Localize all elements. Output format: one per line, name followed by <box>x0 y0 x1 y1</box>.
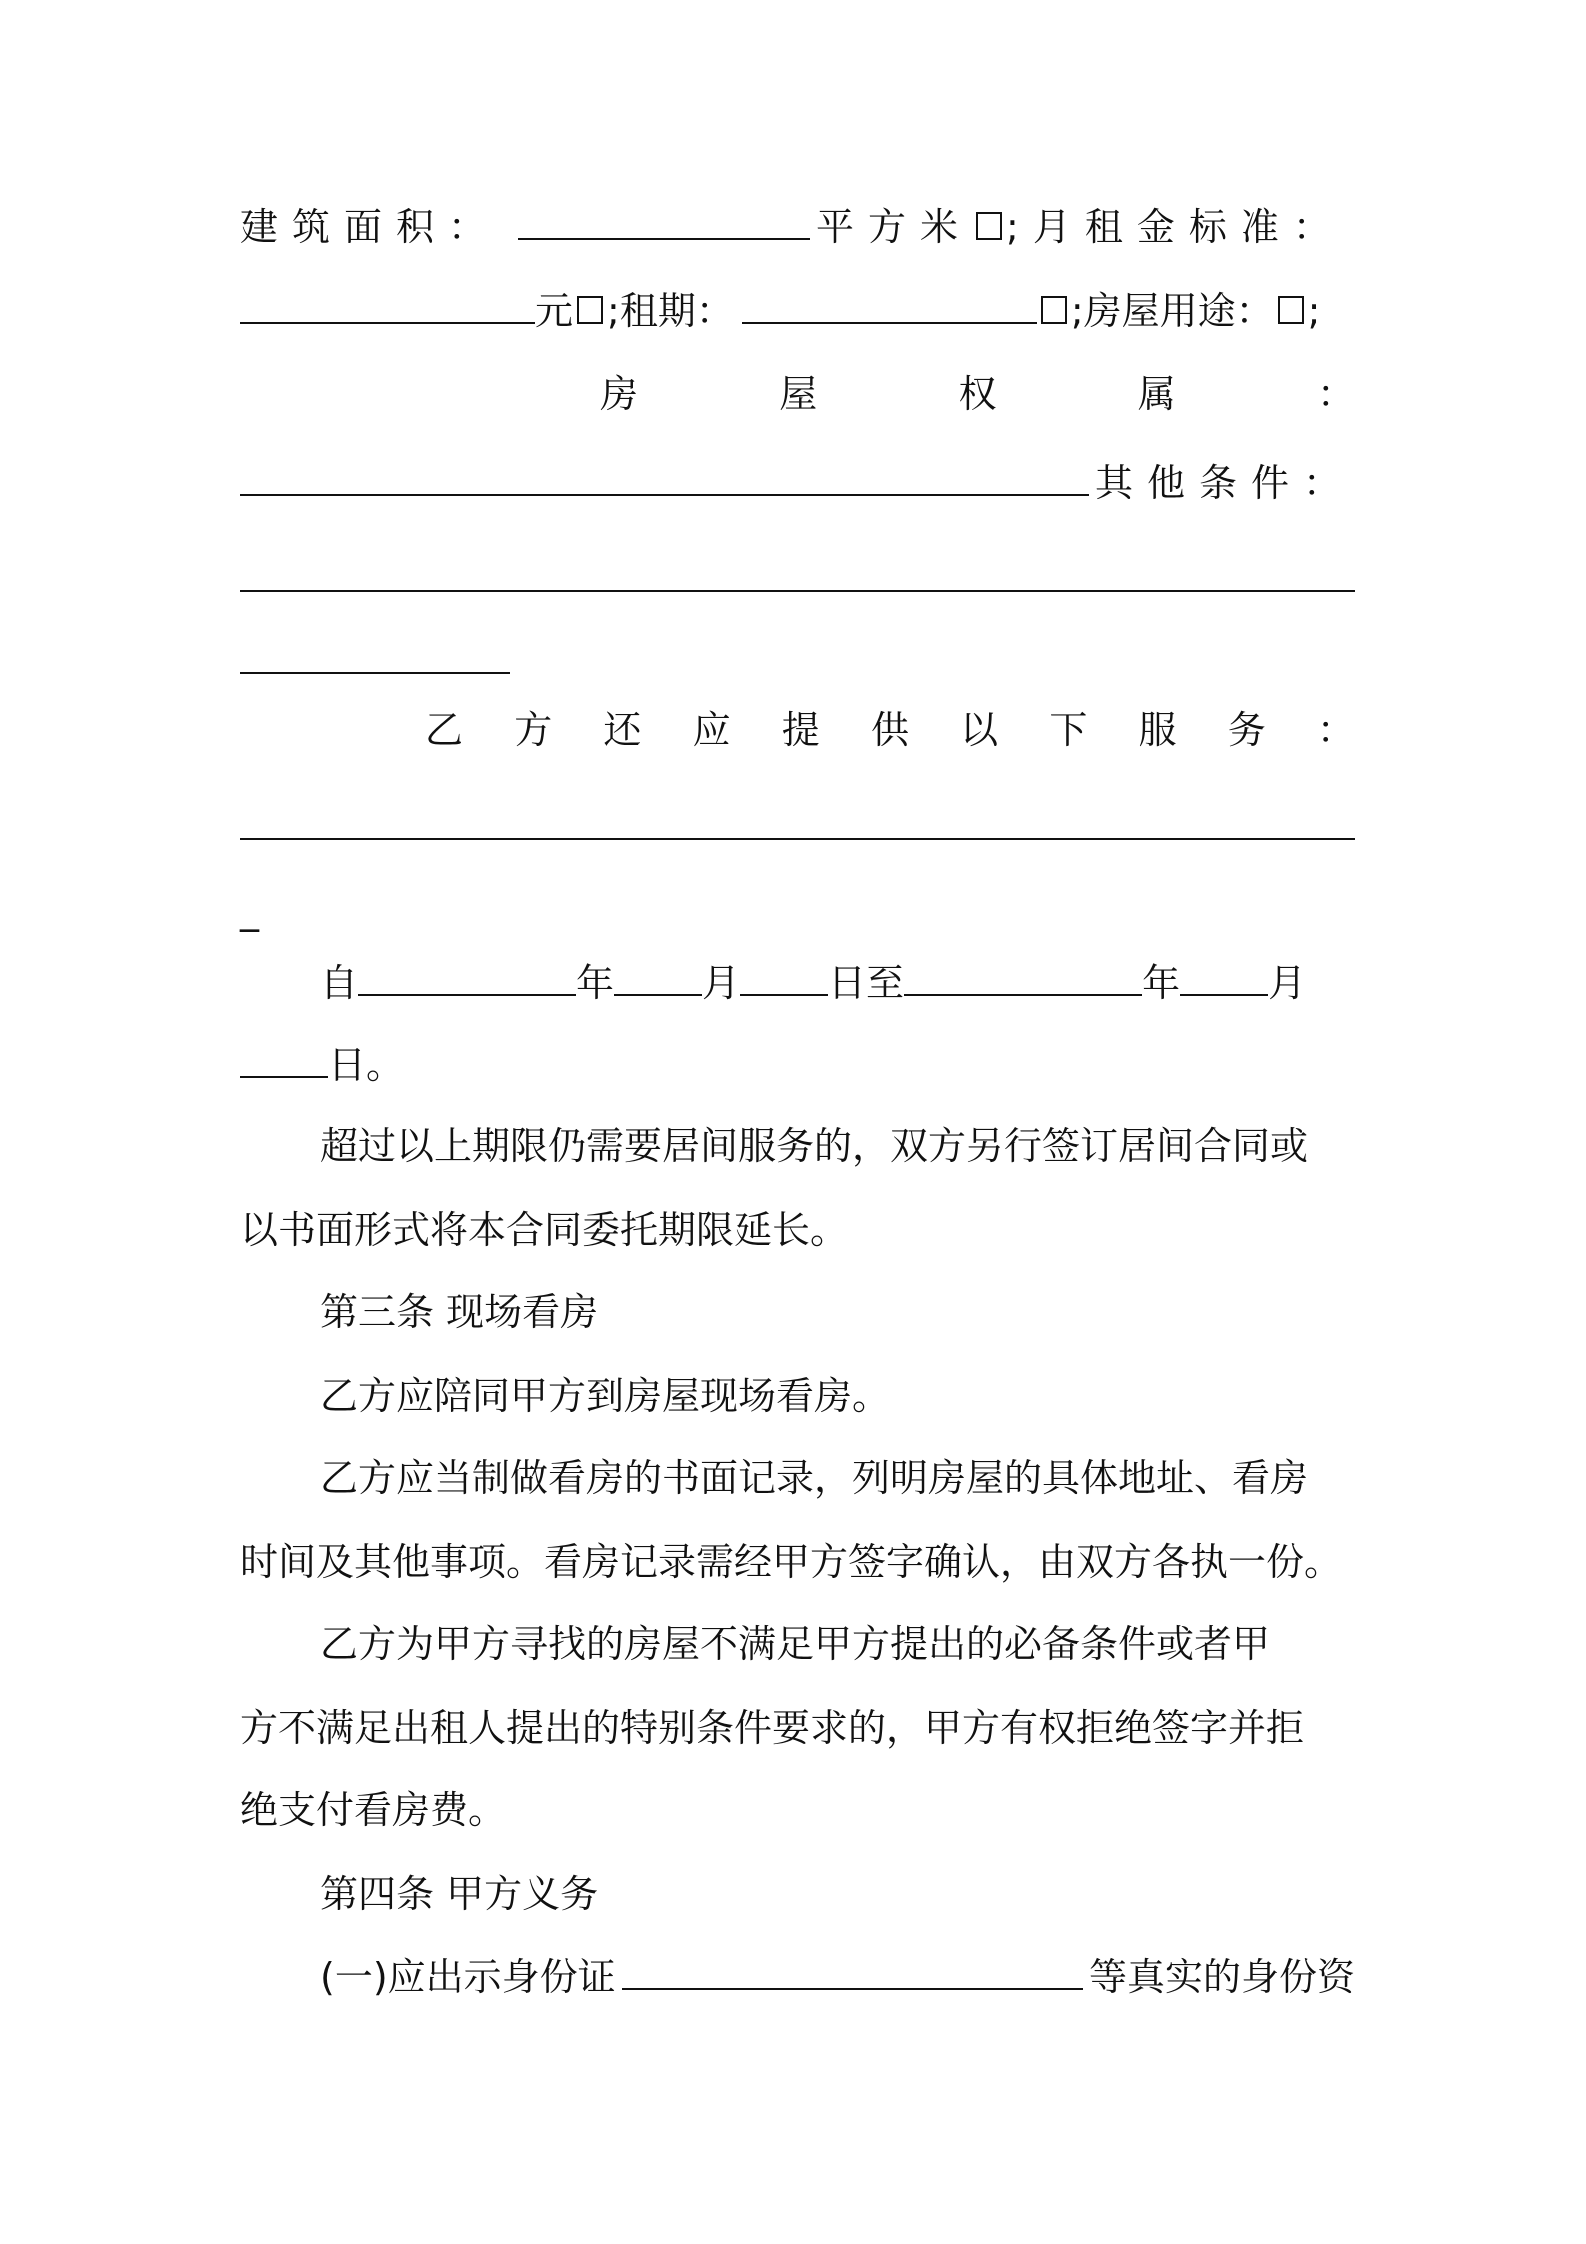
services-char: 以 <box>960 708 999 752</box>
services-line <box>240 700 1355 760</box>
services-char: 提 <box>781 708 820 752</box>
period-start-month-blank[interactable] <box>614 952 702 996</box>
period-day-to-label: 日至 <box>828 961 905 1005</box>
article3-p1: 乙方应陪同甲方到房屋现场看房。 <box>320 1374 891 1418</box>
ownership-char: 屋 <box>779 372 818 416</box>
ownership-blank[interactable] <box>240 452 1089 496</box>
services-char: 务 <box>1227 708 1266 752</box>
services-char: 应 <box>692 708 731 752</box>
rent-checkbox[interactable] <box>577 296 603 324</box>
line2-end: ; <box>1307 289 1321 333</box>
period-end-month-blank[interactable] <box>1180 952 1268 996</box>
services-blank-line <box>240 796 1355 856</box>
other-conditions-blank[interactable] <box>240 548 1355 592</box>
lease-label: ;租期： <box>607 289 734 333</box>
article4-item1-suffix: 等真实的身份资 <box>1088 1955 1355 1999</box>
services-char: 供 <box>870 708 909 752</box>
area-rent-line <box>240 196 1355 256</box>
ownership-char: ： <box>1316 372 1355 416</box>
purpose-checkbox[interactable] <box>1278 296 1304 324</box>
ownership-char: 属 <box>1137 372 1176 416</box>
period-month-label: 月 <box>702 961 741 1005</box>
area-unit: 平方米 <box>816 205 973 249</box>
article4-item1-line <box>240 1946 1355 2006</box>
article3-title: 第三条 现场看房 <box>320 1290 599 1334</box>
lease-checkbox[interactable] <box>1041 296 1067 324</box>
other-conditions-blank-line <box>240 548 1355 608</box>
services-char: ： <box>1316 708 1355 752</box>
article3-p3-line2: 方不满足出租人提出的特别条件要求的，甲方有权拒绝签字并拒 <box>240 1706 1305 1750</box>
article3-p3-line3: 绝支付看房费。 <box>240 1788 507 1832</box>
other-conditions-line <box>240 452 1355 512</box>
services-char: 乙 <box>425 708 464 752</box>
services-char: 服 <box>1138 708 1177 752</box>
extend-paragraph-line1: 超过以上期限仍需要居间服务的，双方另行签订居间合同或 <box>320 1124 1309 1168</box>
period-line-2 <box>240 1034 1355 1094</box>
services-char: 方 <box>514 708 553 752</box>
period-line <box>240 952 1355 1012</box>
rent-blank[interactable] <box>240 280 535 324</box>
lease-blank[interactable] <box>742 280 1037 324</box>
period-year2-label: 年 <box>1142 961 1181 1005</box>
services-blank-tail-line <box>240 880 1355 940</box>
other-conditions-blank-2[interactable] <box>240 630 510 674</box>
period-end-year-blank[interactable] <box>904 952 1142 996</box>
ownership-line <box>240 364 1355 424</box>
period-start-day-blank[interactable] <box>740 952 828 996</box>
period-start-year-blank[interactable] <box>358 952 576 996</box>
rent-label: ;月租金标准： <box>1006 205 1345 249</box>
period-month2-label: 月 <box>1268 961 1307 1005</box>
article3-p3-line1: 乙方为甲方寻找的房屋不满足甲方提出的必备条件或者甲 <box>320 1622 1271 1666</box>
period-from: 自 <box>320 961 359 1005</box>
extend-paragraph-line2: 以书面形式将本合同委托期限延长。 <box>240 1208 849 1252</box>
rent-unit: 元 <box>535 289 574 333</box>
article4-item1-prefix: (一)应出示身份证 <box>320 1955 616 1999</box>
services-char: 还 <box>603 708 642 752</box>
services-char: 下 <box>1049 708 1088 752</box>
other-conditions-label: 其他条件： <box>1094 461 1355 505</box>
purpose-label: ;房屋用途： <box>1070 289 1274 333</box>
period-day-end-label: 日。 <box>328 1043 405 1087</box>
article3-p2-line1: 乙方应当制做看房的书面记录，列明房屋的具体地址、看房 <box>320 1456 1309 1500</box>
id-document-blank[interactable] <box>622 1946 1083 1990</box>
period-end-day-blank[interactable] <box>240 1034 328 1078</box>
services-blank[interactable] <box>240 796 1355 840</box>
ownership-char: 权 <box>958 372 997 416</box>
article3-p2-line2: 时间及其他事项。看房记录需经甲方签字确认，由双方各执一份。 <box>240 1540 1343 1584</box>
area-blank[interactable] <box>518 196 810 240</box>
other-conditions-blank-line-2 <box>240 630 1355 690</box>
period-year-label: 年 <box>576 961 615 1005</box>
rent-lease-line <box>240 280 1355 340</box>
services-blank-tail[interactable]: _ <box>240 888 259 932</box>
article4-title: 第四条 甲方义务 <box>320 1872 599 1916</box>
area-label: 建筑面积： <box>240 205 501 249</box>
ownership-char: 房 <box>600 372 639 416</box>
area-checkbox[interactable] <box>976 212 1002 240</box>
